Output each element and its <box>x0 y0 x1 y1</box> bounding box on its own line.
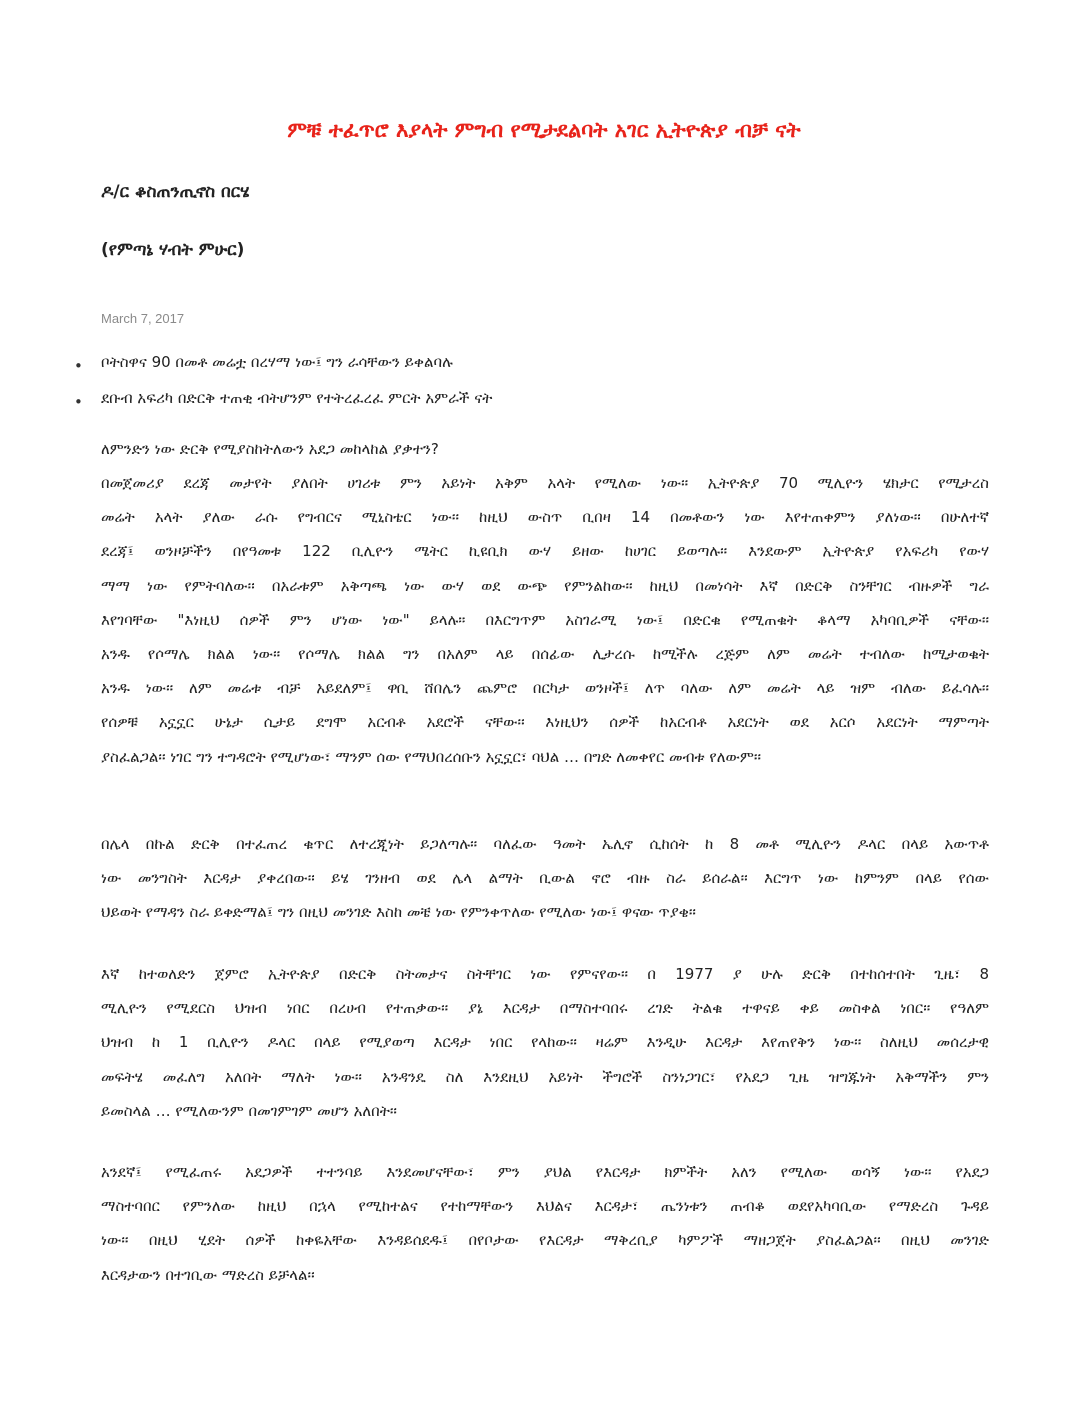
paragraph-line: ደረጃ፤ ወንዞቻችን በየዓመቱ 122 ቢሊዮን ሜትር ኪዩቢክ ውሃ ይዘው ከሀገር ይወጣሉ፡፡ እንደውም ኢትዮጵያ የአፍሪካ የውሃ <box>101 542 989 561</box>
bullet-item <box>0 350 1088 386</box>
paragraph-line: ይመስላል … የሚለውንም በመገምገም መሆን አለበት፡፡ <box>101 1101 397 1120</box>
body-paragraph-2 <box>101 827 989 930</box>
publish-date: March 7, 2017 <box>101 311 185 326</box>
body-paragraph-3 <box>101 957 989 1128</box>
author-name: ዶ/ር ቆስጠንጢኖስ በርሄ <box>101 182 250 202</box>
paragraph-line: ነው መንግስት እርዳታ ያቀረበው፡፡ ይሄ ገንዘብ ወደ ሌላ ልማት ቢውል ኖሮ ብዙ ስራ ይሰራል፡፡ እርግጥ ነው ከምንም በላይ የሰው <box>101 869 989 888</box>
paragraph-line: በመጀመሪያ ደረጃ መታየት ያለበት ሀገሪቱ ምን አይነት አቅም አላት የሚለው ነው፡፡ ኢትዮጵያ 70 ሚሊዮን ሄክታር የሚታረስ <box>101 474 989 492</box>
paragraph-line: አንደኛ፤ የሚፈጠሩ አደጋዎች ተተንባይ እንደመሆናቸው፣ ምን ያህል የእርዳታ ክምችት አለን የሚለው ወሳኝ ነው፡፡ የአደጋ <box>101 1163 989 1181</box>
paragraph-line: ህዝብ ከ 1 ቢሊዮን ዶላር በላይ የሚያወጣ እርዳታ ነበር የላከው፡፡ ዛሬም እንዲሁ እርዳታ እየጠየቅን ነው፡፡ ስለዚህ መሰረታዊ <box>101 1033 989 1052</box>
body-paragraph-4 <box>101 1155 989 1292</box>
article-body-section-1 <box>101 432 989 774</box>
article-body-section-2 <box>101 827 989 930</box>
paragraph-line: እኛ ከተወለድን ጀምሮ ኢትዮጵያ በድርቅ ስትመታና ስትቸገር ነው የምናየው፡፡ በ 1977 ያ ሁሉ ድርቅ በተከሰተበት ጊዜ፣ 8 <box>101 965 989 983</box>
paragraph-line: እርዳታውን በተገቢው ማድረስ ይቻላል፡፡ <box>101 1265 315 1284</box>
bullet-text: ቦትስዋና 90 በመቶ መሬቷ በረሃማ ነው፤ ግን ራሳቸውን ይቀልባሉ <box>101 353 453 371</box>
paragraph-line: ማማ ነው የምትባለው፡፡ በአራቱም አቅጣጫ ነው ውሃ ወደ ውጭ የምንልከው፡፡ ከዚህ በመነሳት እኛ በድርቅ ስንቸገር ብዙዎች ግራ <box>101 576 989 595</box>
summary-bullet-list <box>0 350 1088 422</box>
article-body-section-4 <box>101 1155 989 1292</box>
paragraph-line: እየገባቸው "እነዚህ ሰዎች ምን ሆነው ነው" ይላሉ። በእርግጥም አስገራሚ ነው፤ በድርቁ የሚጠቁት ቆላማ አካባቢዎች ናቸው፡፡ <box>101 610 989 629</box>
body-paragraph-1 <box>101 466 989 774</box>
paragraph-line: መፍትሄ መፈለግ አለበት ማለት ነው፡፡ አንዳንዴ ስለ እንደዚህ አይነት ችግሮች ስንነጋገር፣ የአደጋ ጊዜ ዝግጁነት አቅማችን ምን <box>101 1067 989 1086</box>
bullet-dot-icon: • <box>74 357 83 375</box>
paragraph-line: በሌላ በኩል ድርቅ በተፈጠረ ቁጥር ለተረጂነት ይጋለጣሉ፡፡ ባለፈው ዓመት ኤሊኖ ሲከሰት ከ 8 መቶ ሚሊዮን ዶላር በላይ አውጥቶ <box>101 835 989 853</box>
paragraph-line: ማስተባበር የምንለው ከዚህ በኋላ የሚከተልና የተከማቸውን እህልና እርዳታ፣ ጤንነቱን ጠብቆ ወደየአካባቢው የማድረስ ጉዳይ <box>101 1197 989 1216</box>
paragraph-line: መሬት አላት ያለው ራሱ የግብርና ሚኒስቴር ነው፡፡ ከዚህ ውስጥ ቢበዛ 14 በመቶውን ነው እየተጠቀምን ያለነው፡፡ በሁለተኛ <box>101 508 989 527</box>
paragraph-line: አንዱ የሶማሌ ክልል ነው፡፡ የሶማሌ ክልል ግን በአለም ላይ በሰፊው ሊታረሱ ከሚችሉ ረጅም ለም መሬት ተብለው ከሚታወቁት <box>101 645 989 664</box>
paragraph-line: ህይወት የማዳን ስራ ይቀድማል፤ ግን በዚህ መንገድ እስከ መቼ ነው የምንቀጥለው የሚለው ነው፤ ዋናው ጥያቄ፡፡ <box>101 903 696 922</box>
bullet-item <box>0 386 1088 422</box>
paragraph-line: ያስፈልጋል፡፡ ነገር ግን ተግዳሮት የሚሆነው፣ ማንም ሰው የማህበረሰቡን አኗኗር፣ ባህል … በግድ ለመቀየር መብቱ የለውም፡፡ <box>101 747 762 766</box>
bullet-text: ደቡብ አፍሪካ በድርቅ ተጠቂ ብትሆንም የተትረፈረፈ ምርት አምራች ናት <box>101 389 493 407</box>
paragraph-line: የሰዎቹ አኗኗር ሁኔታ ሲታይ ደግሞ አርብቶ አደሮች ናቸው፡፡ እነዚህን ሰዎች ከአርብቶ አደርነት ወደ አርሶ አደርነት ማምጣት <box>101 713 989 732</box>
article-body-section-3 <box>101 957 989 1128</box>
bullet-dot-icon: • <box>74 393 83 411</box>
paragraph-line: አንዱ ነው፡፡ ለም መሬቱ ብቻ አይደለም፤ ዋቢ ሸበሌን ጨምሮ በርካታ ወንዞች፤ ለጥ ባለው ለም መሬት ላይ ዝም ብለው ይፈሳሉ፡፡ <box>101 679 989 698</box>
paragraph-line: ሚሊዮን የሚደርስ ህዝብ ነበር በረሀብ የተጠቃው፡፡ ያኔ እርዳታ በማስተባበሩ ረገድ ትልቁ ተዋናይ ቀይ መስቀል ነበር፡፡ የዓለም <box>101 999 989 1018</box>
section-question: ለምንድን ነው ድርቅ የሚያስከትለውን አደጋ መከላከል ያቃተን? <box>101 440 439 458</box>
author-affiliation: (የምጣኔ ሃብት ምሁር) <box>101 240 245 260</box>
article-title: ምቹ ተፈጥሮ እያላት ምግብ የሚታደልባት አገር ኢትዮጵያ ብቻ ናት <box>287 118 801 142</box>
paragraph-line: ነው፡፡ በዚህ ሂደት ሰዎች ከቀዬአቸው እንዳይሰደዱ፤ በየቦታው የእርዳታ ማቅረቢያ ካምፖች ማዘጋጀት ያስፈልጋል፡፡ በዚህ መንገድ <box>101 1231 989 1250</box>
